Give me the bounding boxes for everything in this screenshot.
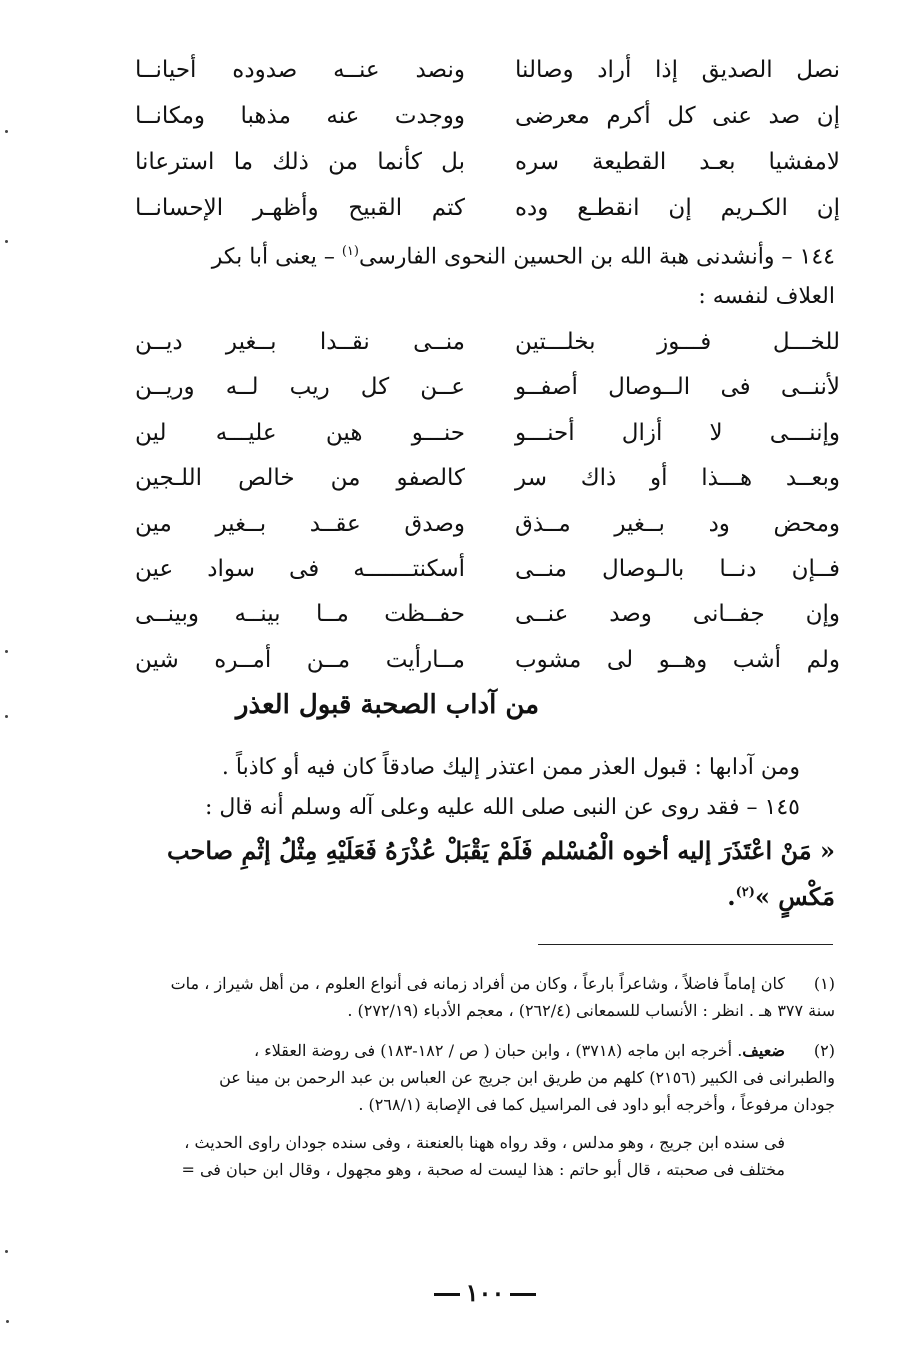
scan-speck <box>5 130 8 133</box>
footnote-2-line-4: فى سنده ابن جريج ، وهو مدلس ، وقد رواه ههنا بالعنعنة ، وفى سنده جودان راوى الحديث ، <box>184 1133 785 1152</box>
footnote-2-line-5: مختلف فى صحبته ، قال أبو حاتم : هذا ليست له صحبة ، وهو مجهول ، وقال ابن حبان فى = <box>181 1160 785 1179</box>
verse-second-hemistich: كتم القبيح وأظهـر الإحسانــا <box>135 195 465 221</box>
page-number-value: ١٠٠ <box>465 1278 505 1307</box>
verse-first-hemistich: وإننـــى لا أزال أحنـــو <box>515 419 840 446</box>
hadith-end-text: مَكْسٍ » <box>754 882 835 911</box>
page-number-dash-left <box>434 1293 460 1296</box>
verse-first-hemistich: إن صد عنى كل أكرم معرضى <box>515 103 840 129</box>
paragraph-144-text-b: – يعنى أبا بكر <box>211 244 342 270</box>
footnote-2-line-1 <box>254 1037 785 1064</box>
verse-first-hemistich: إن الكـريم إن انقطـع وده <box>515 195 840 221</box>
verse-first-hemistich: فــإن دنــا بالـوصال منــى <box>515 556 840 582</box>
verse-first-hemistich: وبعــد هـــذا أو ذاك سر <box>515 465 840 492</box>
footnote-ref-1[interactable]: (١) <box>341 244 359 259</box>
verse-second-hemistich: مــارأيت مــن أمــره شين <box>135 646 465 673</box>
footnote-1-line-1: كان إماماً فاضلاً ، وشاعراً بارعاً ، وكان من أفراد زمانه فى أنواع العلوم ، من أهل شيراز ، مات <box>170 974 785 993</box>
poem2-verse <box>135 418 840 448</box>
verse-second-hemistich: منــى نقــدا بــغير ديــن <box>135 329 465 355</box>
verse-second-hemistich: ووجدت عنه مذهبا ومكانــا <box>135 103 465 129</box>
footnote-divider <box>538 944 833 945</box>
grading-word: ضعيف <box>742 1041 785 1060</box>
verse-first-hemistich: ولم أشب وهــو لى مشوب <box>515 646 840 673</box>
scan-speck <box>6 1320 9 1323</box>
footnote-2-text: . أخرجه ابن ماجه (٣٧١٨) ، وابن حبان ( ص / ١٨٢-١٨٣) فى روضة العقلاء ، <box>253 1041 743 1060</box>
paragraph-145-line-1: ١٤٥ – فقد روى عن النبى صلى الله عليه وعلى آله وسلم أنه قال : <box>205 795 800 820</box>
verse-second-hemistich: كالصفو من خالص اللـجين <box>135 465 465 492</box>
scan-speck <box>5 1250 8 1253</box>
paragraph-144-line-2: العلاف لنفسه : <box>698 284 835 309</box>
page-number-dash-right <box>510 1293 536 1296</box>
poem1-verse <box>135 147 840 177</box>
verse-first-hemistich: لأننــى فى الــوصال أصفــو <box>515 374 840 401</box>
verse-first-hemistich: ومحض ود بــغير مــذق <box>515 510 840 537</box>
verse-second-hemistich: أسكنتـــــــه فى سواد عين <box>135 556 465 582</box>
poem2-verse <box>135 645 840 675</box>
poem1-verse <box>135 55 840 85</box>
poem2-verse <box>135 554 840 584</box>
verse-second-hemistich: ونصد عنــه صدوده أحيانــا <box>135 57 465 83</box>
verse-second-hemistich: عــن كل ريب لــه وريــن <box>135 374 465 401</box>
poem2-verse <box>135 372 840 402</box>
footnote-2-line-3: جودان مرفوعاً ، وأخرجه أبو داود فى المراسيل كما فى الإصابة (٢٦٨/١) . <box>358 1095 835 1114</box>
footnote-1-line-2: سنة ٣٧٧ هـ . انظر : الأنساب للسمعانى (٢٦٢/٤) ، معجم الأدباء (٢٧٢/١٩) . <box>347 1001 835 1020</box>
intro-paragraph: ومن آدابها : قبول العذر ممن اعتذر إليك صادقاً كان فيه أو كاذباً . <box>221 755 800 780</box>
hadith-period: . <box>727 882 736 911</box>
paragraph-144-line-1 <box>212 237 835 272</box>
section-heading: من آداب الصحبة قبول العذر <box>235 690 540 720</box>
verse-first-hemistich: نصل الصديق إذا أراد وصالنا <box>515 57 840 83</box>
scan-speck <box>5 240 8 243</box>
poem1-verse <box>135 101 840 131</box>
verse-second-hemistich: وصدق عقــد بــغير مين <box>135 510 465 537</box>
verse-second-hemistich: حفــظت مــا بينــه وبينــى <box>135 601 465 628</box>
hadith-line-1: « مَنْ اعْتَذَرَ إليه أخوه الْمُسْلم فَلَمْ يَقْبَلْ عُذْرَهُ فَعَلَيْهِ مِثْلُ إثْمِ صاحب <box>166 836 835 865</box>
hadith-line-2 <box>727 876 835 914</box>
verse-second-hemistich: حنـــو هين عليـــه لين <box>135 419 465 446</box>
poem2-verse <box>135 509 840 539</box>
scan-speck <box>5 650 8 653</box>
footnote-2-line-2: والطبرانى فى الكبير (٢١٥٦) كلهم من طريق ابن جريج عن العباس بن عبد الرحمن بن مينا عن <box>219 1068 835 1087</box>
verse-second-hemistich: بل كأنما من ذلك ما استرعانا <box>135 149 465 175</box>
footnote-2-number: (٢) <box>813 1041 835 1060</box>
poem2-verse <box>135 463 840 493</box>
verse-first-hemistich: لامفشيا بعـد القطيعة سره <box>515 149 840 175</box>
paragraph-144-text: ١٤٤ – وأنشدنى هبة الله بن الحسين النحوى الفارسى <box>358 244 835 270</box>
poem2-verse <box>135 599 840 629</box>
scan-speck <box>5 715 8 718</box>
page-number <box>425 1278 545 1307</box>
footnote-1-number: (١) <box>813 974 835 993</box>
verse-first-hemistich: وإن جفــانى وصد عنــى <box>515 601 840 628</box>
verse-first-hemistich: للخـــل فـــوز بخلـــتين <box>515 329 840 355</box>
poem1-verse <box>135 193 840 223</box>
footnote-ref-2[interactable]: (٢) <box>735 885 755 900</box>
poem2-verse <box>135 327 840 357</box>
